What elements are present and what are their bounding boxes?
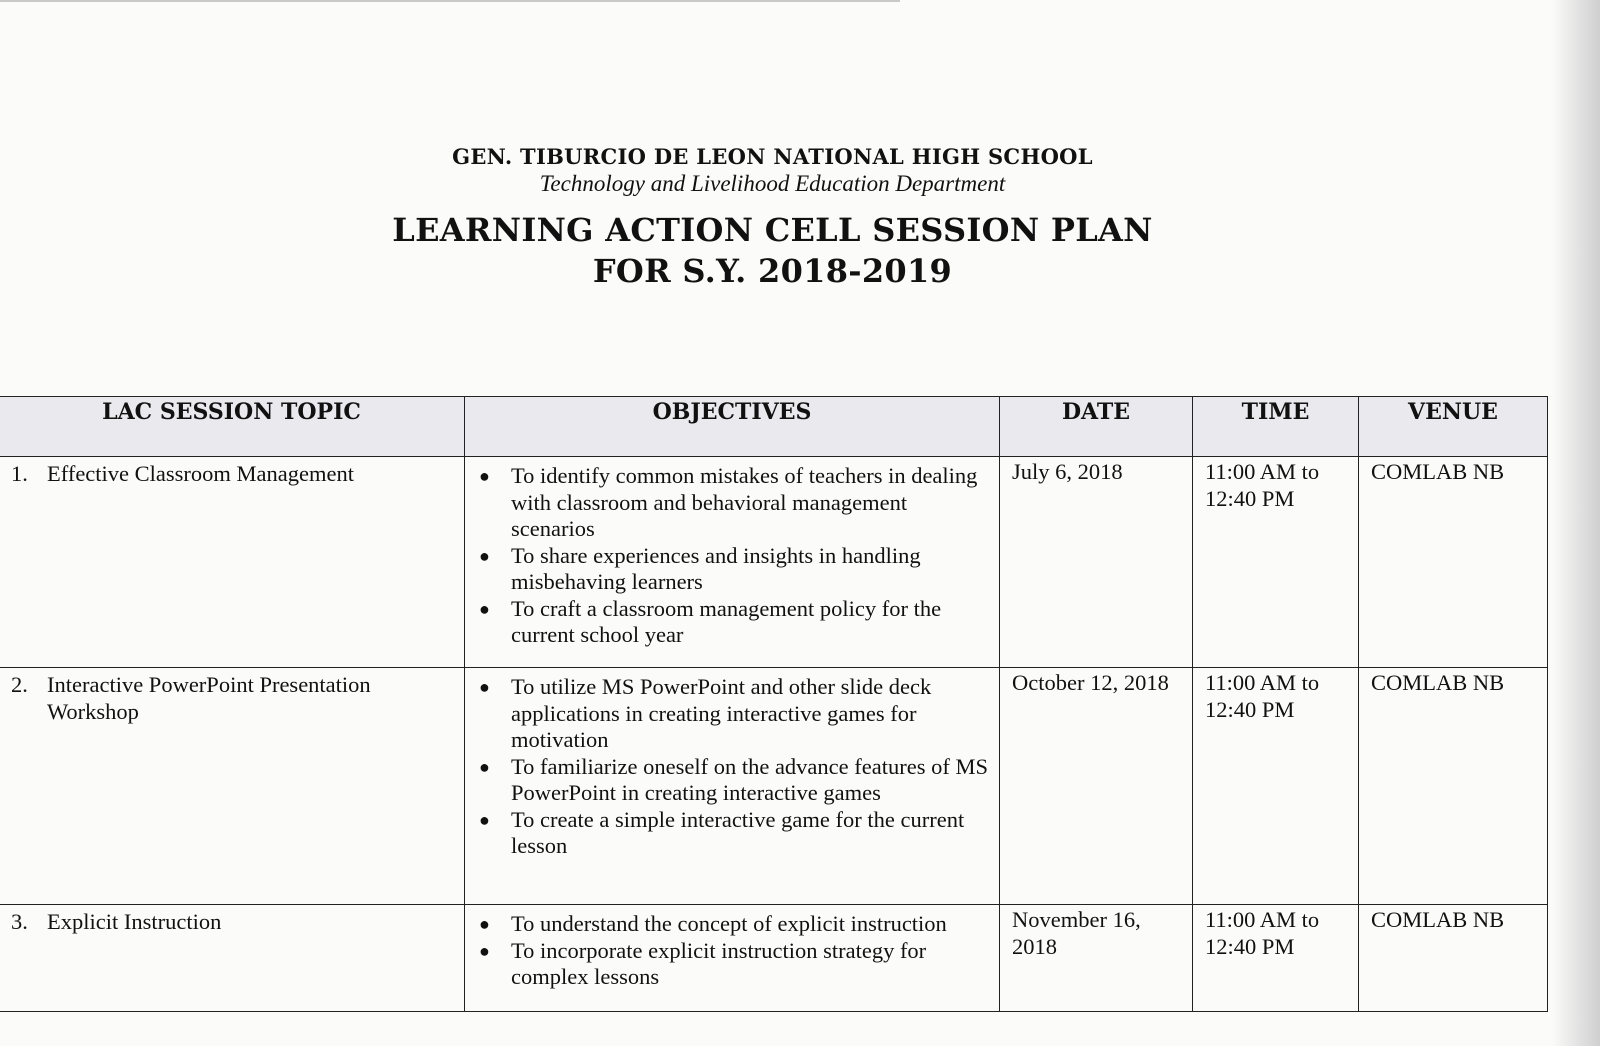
time-text: 11:00 AM to 12:40 PM	[1205, 459, 1320, 511]
school-name: GEN. TIBURCIO DE LEON NATIONAL HIGH SCHOOL	[452, 144, 1093, 169]
table-row	[0, 457, 1548, 668]
lac-session-table	[0, 396, 1548, 1012]
objective-item	[475, 911, 991, 938]
objectives-cell	[465, 905, 1000, 1012]
scan-page-shadow	[1552, 0, 1600, 1046]
department-name: Technology and Livelihood Education Department	[539, 171, 1006, 196]
time-cell	[1193, 668, 1359, 905]
document-header	[0, 143, 1545, 291]
venue-cell	[1359, 457, 1548, 668]
table-header-row	[0, 397, 1548, 457]
objective-text: To familiarize oneself on the advance features of MS PowerPoint in creating interactive games	[511, 753, 988, 805]
bullet-icon: ●	[479, 756, 490, 777]
objective-text: To identify common mistakes of teachers in dealing with classroom and behavioral management scenarios	[511, 463, 978, 541]
bullet-icon: ●	[479, 809, 490, 830]
objective-item	[475, 674, 991, 754]
column-header-time: TIME	[1193, 397, 1359, 457]
table-row	[0, 668, 1548, 905]
topic-number: 2.	[11, 672, 28, 697]
topic-text: Interactive PowerPoint Presentation Workshop	[47, 672, 371, 724]
topic-number: 1.	[11, 461, 28, 486]
objective-text: To utilize MS PowerPoint and other slide deck applications in creating interactive games for motivation	[511, 674, 932, 752]
date-cell	[1000, 668, 1193, 905]
date-text: July 6, 2018	[1012, 459, 1123, 484]
table-row	[0, 905, 1548, 1012]
date-text: November 16, 2018	[1012, 907, 1141, 959]
topic-cell	[0, 905, 465, 1012]
objective-item	[475, 463, 991, 543]
objectives-list	[465, 668, 999, 860]
column-header-date: DATE	[1000, 397, 1193, 457]
objective-text: To understand the concept of explicit instruction	[511, 911, 947, 936]
objective-text: To craft a classroom management policy for the current school year	[511, 595, 942, 647]
date-text: October 12, 2018	[1012, 670, 1169, 695]
scan-edge-line	[0, 0, 900, 2]
bullet-icon: ●	[479, 466, 490, 486]
time-text: 11:00 AM to 12:40 PM	[1205, 907, 1320, 959]
objectives-list	[465, 905, 999, 991]
topic-cell	[0, 668, 465, 905]
topic-cell	[0, 457, 465, 668]
time-text: 11:00 AM to 12:40 PM	[1205, 670, 1320, 722]
venue-text: COMLAB NB	[1371, 459, 1505, 484]
venue-text: COMLAB NB	[1371, 670, 1505, 695]
venue-cell	[1359, 668, 1548, 905]
topic-text: Explicit Instruction	[47, 909, 222, 934]
venue-text: COMLAB NB	[1371, 907, 1505, 932]
time-cell	[1193, 457, 1359, 668]
objective-item	[475, 543, 991, 596]
objectives-cell	[465, 457, 1000, 668]
bullet-icon: ●	[479, 598, 490, 619]
objective-item	[475, 754, 991, 807]
objective-text: To create a simple interactive game for the current lesson	[511, 806, 965, 858]
objectives-list	[465, 457, 999, 649]
bullet-icon: ●	[479, 545, 490, 566]
bullet-icon: ●	[479, 914, 490, 934]
objectives-cell	[465, 668, 1000, 905]
topic-number: 3.	[11, 909, 28, 934]
objective-item	[475, 938, 991, 991]
bullet-icon: ●	[479, 677, 490, 697]
objective-text: To share experiences and insights in handling misbehaving learners	[511, 542, 921, 594]
column-header-topic: LAC SESSION TOPIC	[0, 397, 465, 457]
document-subtitle: FOR S.Y. 2018-2019	[592, 252, 953, 290]
bullet-icon: ●	[479, 940, 490, 961]
document-title: LEARNING ACTION CELL SESSION PLAN	[392, 211, 1153, 249]
time-cell	[1193, 905, 1359, 1012]
column-header-venue: VENUE	[1359, 397, 1548, 457]
date-cell	[1000, 457, 1193, 668]
topic-text: Effective Classroom Management	[47, 461, 354, 486]
date-cell	[1000, 905, 1193, 1012]
objective-item	[475, 596, 991, 649]
objective-item	[475, 807, 991, 860]
venue-cell	[1359, 905, 1548, 1012]
objective-text: To incorporate explicit instruction strategy for complex lessons	[511, 937, 927, 989]
column-header-objectives: OBJECTIVES	[465, 397, 1000, 457]
